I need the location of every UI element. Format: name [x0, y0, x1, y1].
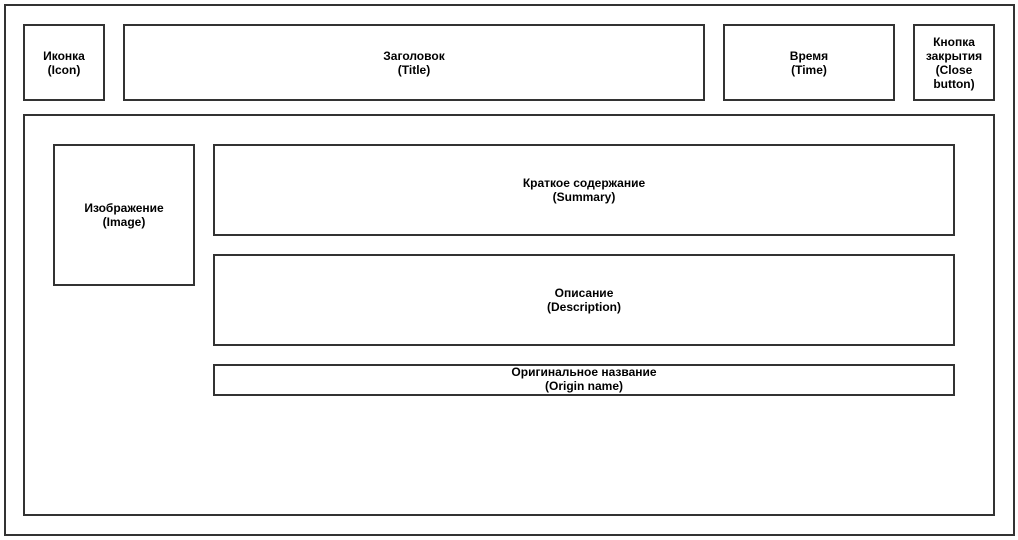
close-button-label: Кнопка закрытия (Close button): [925, 34, 983, 91]
icon-placeholder: [23, 24, 105, 101]
time-label: Время (Time): [789, 48, 829, 77]
title-placeholder: [123, 24, 705, 101]
origin-name-placeholder: [213, 364, 955, 396]
origin-name-label: Оригинальное название (Origin name): [511, 364, 657, 393]
icon-label: Иконка (Icon): [43, 48, 85, 77]
image-placeholder: [53, 144, 195, 286]
summary-placeholder: [213, 144, 955, 236]
description-label: Описание (Description): [546, 286, 621, 314]
image-label: Изображение (Image): [84, 201, 164, 229]
close-button-placeholder[interactable]: [913, 24, 995, 101]
time-placeholder: [723, 24, 895, 101]
description-placeholder: [213, 254, 955, 346]
title-label: Заголовок (Title): [383, 48, 445, 77]
summary-label: Краткое содержание (Summary): [522, 176, 646, 204]
